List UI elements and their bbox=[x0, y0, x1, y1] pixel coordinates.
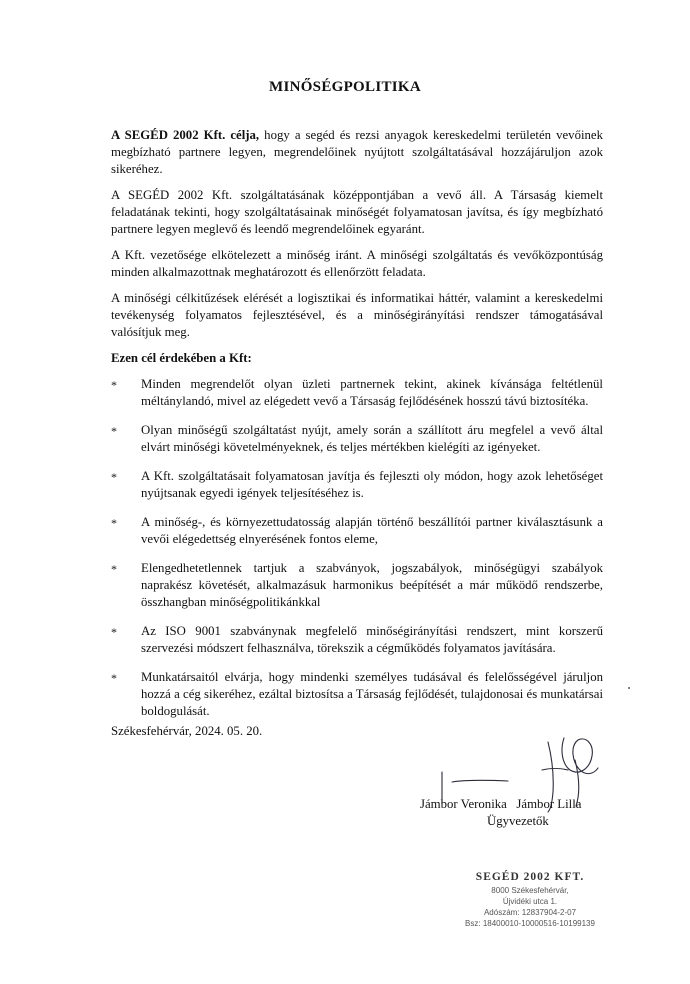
bullet-marker: * bbox=[111, 671, 117, 685]
list-item-text: Elengedhetetlennek tartjuk a szabványok, jogszabályok, minőségügyi szabályok naprakész követését, alkalmazásuk harmonikus beépítését a már működő rendszerbe, összhangban minőségpolitikánkkal bbox=[141, 561, 603, 609]
bullet-marker: * bbox=[111, 562, 117, 576]
stamp-line: Újvidéki utca 1. bbox=[502, 897, 558, 906]
list-item bbox=[111, 468, 603, 502]
list-item-text: A Kft. szolgáltatásait folyamatosan javítja és fejleszti oly módon, hogy azok lehetőséget nyújtsanak egyedi igények teljesítéséhez is. bbox=[141, 469, 603, 500]
list-item bbox=[111, 514, 603, 548]
section-heading: Ezen cél érdekében a Kft: bbox=[111, 351, 252, 365]
page-title: MINŐSÉGPOLITIKA bbox=[268, 79, 422, 95]
bullet-marker: * bbox=[111, 625, 117, 639]
intro-text: hogy a segéd és rezsi anyagok kereskedelmi területén vevőinek megbízható partnere legyen, megrendelőinek nyújtott szolgáltatásával hozzájáruljon azok sikeréhez. bbox=[111, 128, 603, 176]
list-item bbox=[111, 376, 603, 410]
stamp-line: Adószám: 12837904-2-07 bbox=[483, 908, 577, 917]
speck bbox=[628, 687, 630, 689]
company-stamp bbox=[445, 872, 615, 929]
list-item bbox=[111, 623, 603, 657]
stamp-line: 8000 Székesfehérvár, bbox=[491, 886, 569, 895]
stamp-company: SEGÉD 2002 KFT. bbox=[475, 871, 585, 883]
bullet-marker: * bbox=[111, 470, 117, 484]
bullet-marker: * bbox=[111, 424, 117, 438]
list-item-text: Olyan minőségű szolgáltatást nyújt, amely során a szállított áru megfelel a vevő által elvárt minőségi követelményeknek, és teljes mértékben kielégíti az igényeket. bbox=[141, 423, 603, 454]
intro-bold: A SEGÉD 2002 Kft. célja, bbox=[111, 128, 260, 142]
paragraph: A SEGÉD 2002 Kft. szolgáltatásának középpontjában a vevő áll. A Társaság kiemelt feladatának tekinti, hogy szolgáltatásainak minőségét folyamatosan javítsa, és így megbízható partnere legyen meglevő és leendő megrendelőinek egyaránt. bbox=[111, 188, 603, 236]
list-item-text: Minden megrendelőt olyan üzleti partnernek tekint, akinek kívánsága feltétlenül méltánylandó, mivel az elégedett vevő a Társaság fejlődésének hosszú távú biztosítéka. bbox=[141, 377, 603, 408]
paragraph: A Kft. vezetősége elkötelezett a minőség iránt. A minőségi szolgáltatás és vevőközpontúság minden alkalmazottnak meghatározott és ellenőrzött feladata. bbox=[111, 248, 603, 279]
bullet-marker: * bbox=[111, 516, 117, 530]
signer-names: Jámbor Veronika Jámbor Lilla bbox=[420, 797, 582, 811]
list-item bbox=[111, 669, 603, 720]
list-item bbox=[111, 422, 603, 456]
list-item-text: Munkatársaitól elvárja, hogy mindenki személyes tudásával és felelősségével járuljon hozzá a cég sikeréhez, ezáltal biztosítsa a Társaság fejlődését, tulajdonosai és munkatársai boldogulását. bbox=[141, 670, 603, 718]
place-date: Székesfehérvár, 2024. 05. 20. bbox=[111, 724, 263, 738]
document-body bbox=[111, 127, 603, 732]
list-item-text: Az ISO 9001 szabványnak megfelelő minőségirányítási rendszert, mint korszerű szervezési módszert felhasználva, törekszik a cégműködés folyamatos javítására. bbox=[141, 624, 603, 655]
signers-block bbox=[420, 796, 581, 830]
paragraph: A minőségi célkitűzések elérését a logisztikai és informatikai háttér, valamint a kereskedelmi tevékenység folyamatos fejlesztésével, és a minőségirányítási rendszer támogatásával valósítjuk meg. bbox=[111, 291, 603, 339]
list-item bbox=[111, 560, 603, 611]
stamp-line: Bsz: 18400010-10000516-10199139 bbox=[465, 919, 595, 928]
signer-role: Ügyvezetők bbox=[487, 814, 549, 828]
goals-list bbox=[111, 376, 603, 720]
list-item-text: A minőség-, és környezettudatosság alapján történő beszállítói partner kiválasztásunk a vevői elégedettség elnyerésének fontos eleme, bbox=[141, 515, 603, 546]
intro-paragraph bbox=[111, 127, 603, 178]
bullet-marker: * bbox=[111, 378, 117, 392]
